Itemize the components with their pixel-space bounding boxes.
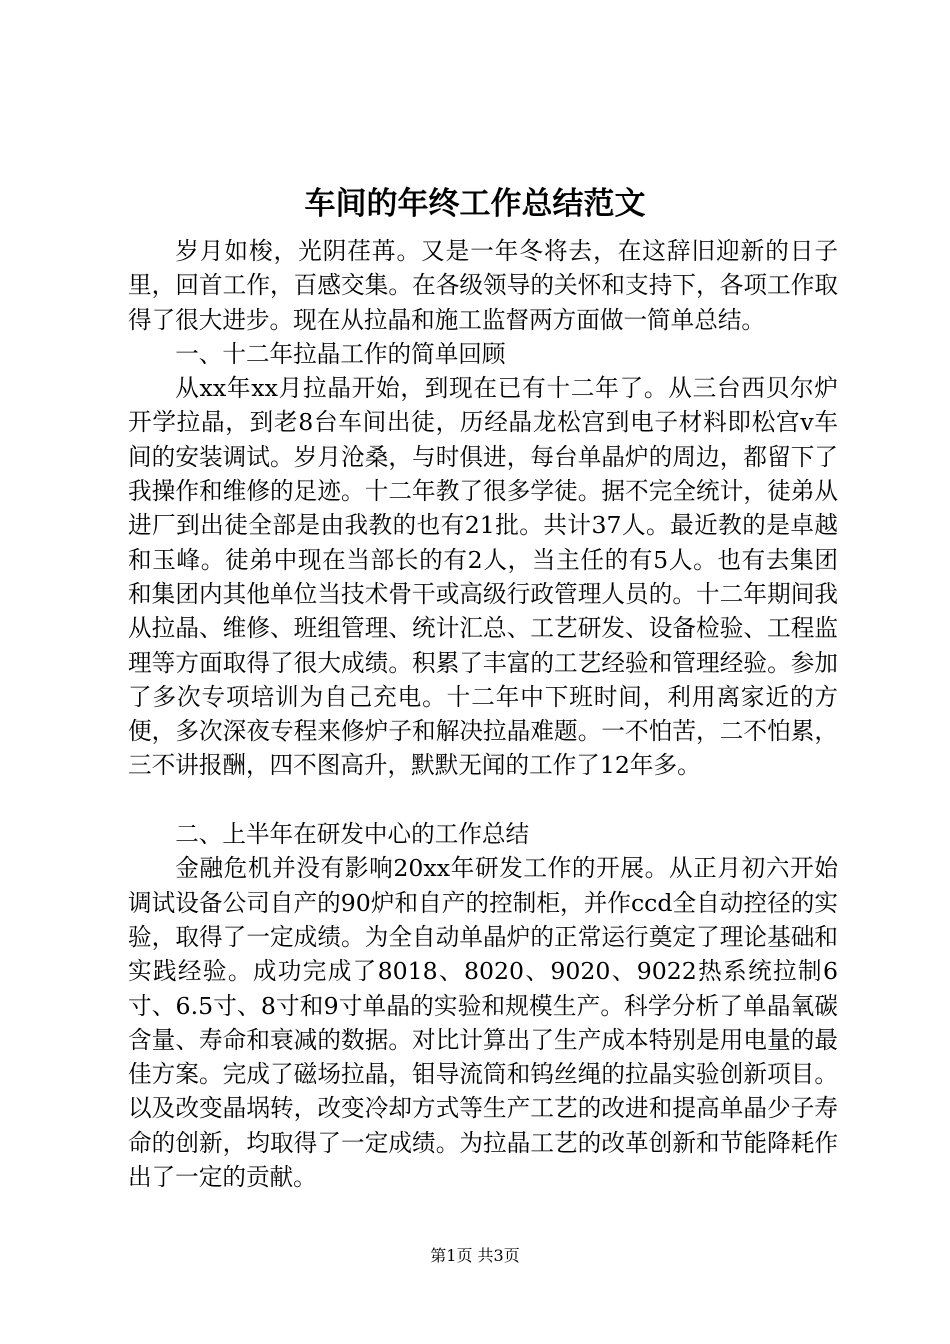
intro-paragraph: 岁月如梭，光阴荏苒。又是一年冬将去，在这辞旧迎新的日子里，回首工作，百感交集。在各级领导的关怀和支持下，各项工作取得了很大进步。现在从拉晶和施工监督两方面做一简单总结。 [128, 237, 838, 334]
section-heading-1: 一、十二年拉晶工作的简单回顾 [175, 339, 506, 368]
document-body [128, 234, 838, 1194]
section-heading-2: 二、上半年在研发中心的工作总结 [175, 820, 530, 849]
page-number-footer: 第1页 共3页 [430, 1246, 520, 1265]
section-2-paragraph: 金融危机并没有影响20xx年研发工作的开展。从正月初六开始调试设备公司自产的90炉和自产的控制柜，并作ccd全自动控径的实验，取得了一定成绩。为全自动单晶炉的正常运行奠定了理论基础和实践经验。成功完成了8018、8020、9020、9022热系统拉制6寸、6.5寸、8寸和9寸单晶的实验和规模生产。科学分析了单晶氧碳含量、寿命和衰减的数据。对比计算出了生产成本特别是用电量的最佳方案。完成了磁场拉晶，钼导流筒和钨丝绳的拉晶实验创新项目。以及改变晶埚转，改变冷却方式等生产工艺的改进和提高单晶少子寿命的创新，均取得了一定成绩。为拉晶工艺的改革创新和节能降耗作出了一定的贡献。 [128, 854, 838, 1192]
paragraph-spacer [128, 783, 838, 817]
document-title: 车间的年终工作总结范文 [304, 186, 646, 222]
section-1-paragraph: 从xx年xx月拉晶开始，到现在已有十二年了。从三台西贝尔炉开学拉晶，到老8台车间出徒，历经晶龙松宫到电子材料即松宫v车间的安装调试。岁月沧桑，与时俱进，每台单晶炉的周边，都留下了我操作和维修的足迹。十二年教了很多学徒。据不完全统计，徒弟从进厂到出徒全部是由我教的也有21批。共计37人。最近教的是卓越和玉峰。徒弟中现在当部长的有2人，当主任的有5人。也有去集团和集团内其他单位当技术骨干或高级行政管理人员的。十二年期间我从拉晶、维修、班组管理、统计汇总、工艺研发、设备检验、工程监理等方面取得了很大成绩。积累了丰富的工艺经验和管理经验。参加了多次专项培训为自己充电。十二年中下班时间，利用离家近的方便，多次深夜专程来修炉子和解决拉晶难题。一不怕苦，二不怕累，三不讲报酬，四不图高升，默默无闻的工作了12年多。 [128, 374, 838, 780]
